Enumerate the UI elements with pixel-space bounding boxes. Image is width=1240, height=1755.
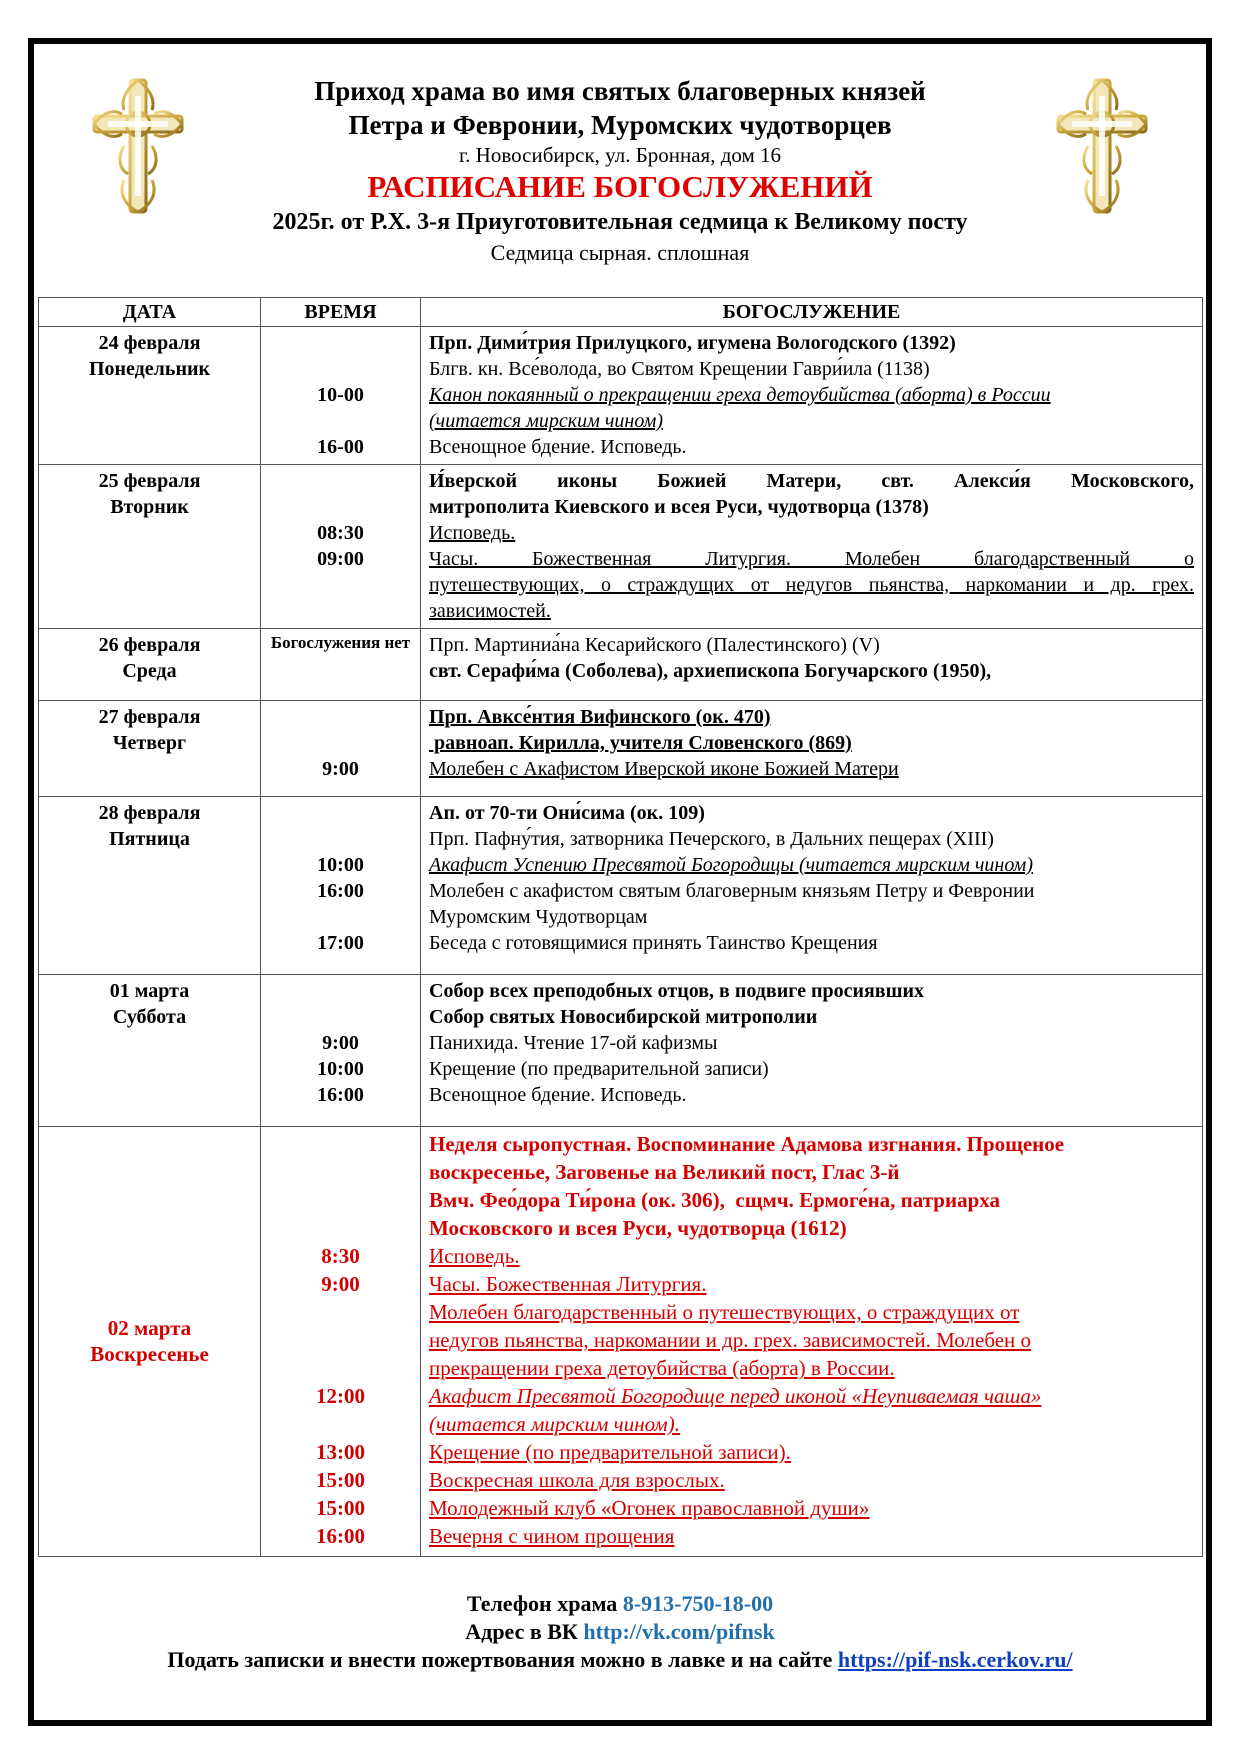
service-line: (читается мирским чином) <box>429 410 664 432</box>
service-line: Всенощное бдение. Исповедь. <box>429 1084 687 1106</box>
time-cell <box>261 701 421 797</box>
service-line: равноап. Кирилла, учителя Словенского (869) <box>429 732 852 754</box>
service-time: 10:00 <box>317 1058 364 1080</box>
day-weekday: Суббота <box>112 1006 187 1028</box>
day-weekday: Понедельник <box>88 358 211 380</box>
table-row <box>39 975 1203 1127</box>
service-line: Канон покаянный о прекращении греха детоубийства (аборта) в России <box>429 384 1051 406</box>
day-weekday: Вторник <box>110 496 189 518</box>
service-line: Молодежный клуб «Огонек православной души» <box>429 1496 870 1520</box>
table-row <box>39 465 1203 629</box>
service-time: 09:00 <box>317 548 364 570</box>
week-title: 2025г. от Р.Х. 3-я Приуготовительная седмица к Великому посту <box>272 209 968 235</box>
service-line: Панихида. Чтение 17-ой кафизмы <box>429 1032 718 1054</box>
service-cell <box>421 465 1203 629</box>
service-time: 16-00 <box>317 436 364 458</box>
service-time: 10:00 <box>317 854 364 876</box>
service-time <box>269 730 412 756</box>
parish-name-line1: Приход храма во имя святых благоверных князей <box>314 76 926 106</box>
vk-line <box>38 1618 1202 1646</box>
service-line: Прп. Дими́трия Прилуцкого, игумена Вологодского (1392) <box>429 332 956 354</box>
page-footer <box>38 1590 1202 1674</box>
service-time: 13:00 <box>316 1440 365 1464</box>
service-time: 8:30 <box>321 1244 360 1268</box>
date-cell <box>39 797 261 975</box>
site-link[interactable]: https://pif-nsk.cerkov.ru/ <box>837 1647 1073 1672</box>
service-line: Неделя сыропустная. Воспоминание Адамова изгнания. Прощеное <box>429 1132 1065 1156</box>
service-line: И́верской иконы Божией Матери, свт. Алекси́я Московского, <box>429 470 1194 492</box>
day-date: 02 марта <box>107 1316 192 1340</box>
table-row <box>39 629 1203 701</box>
service-time <box>269 1130 412 1158</box>
column-header-date: ДАТА <box>39 298 261 327</box>
table-header-row <box>39 298 1203 327</box>
service-line: Всенощное бдение. Исповедь. <box>429 436 687 458</box>
time-cell <box>261 465 421 629</box>
service-line: Вечерня с чином прощения <box>429 1524 675 1548</box>
table-row <box>39 701 1203 797</box>
service-time <box>269 800 412 826</box>
service-time: 9:00 <box>322 1032 359 1054</box>
table-row <box>39 1127 1203 1557</box>
service-cell <box>421 1127 1203 1557</box>
parish-name-line2: Петра и Февронии, Муромских чудотворцев <box>348 110 892 140</box>
service-time <box>269 1214 412 1242</box>
service-time: 16:00 <box>317 880 364 902</box>
service-cell <box>421 701 1203 797</box>
schedule-table <box>38 297 1203 1557</box>
service-line: прекращении греха детоубийства (аборта) в России. <box>429 1356 895 1380</box>
service-line: свт. Серафи́ма (Соболева), архиепископа Богучарского (1950), <box>429 660 992 682</box>
service-line: Собор всех преподобных отцов, в подвиге просиявших <box>429 980 925 1002</box>
service-time: 15:00 <box>316 1468 365 1492</box>
day-weekday: Воскресенье <box>90 1342 209 1366</box>
phone-number[interactable]: 8-913-750-18-00 <box>622 1591 774 1616</box>
donate-text: Подать записки и внести пожертвования можно в лавке и на сайте <box>167 1647 833 1672</box>
service-time: 16:00 <box>316 1524 365 1548</box>
table-row <box>39 797 1203 975</box>
time-cell <box>261 327 421 465</box>
service-line: Исповедь. <box>429 1244 520 1268</box>
service-time <box>269 1410 412 1438</box>
service-time <box>269 1158 412 1186</box>
date-cell <box>39 465 261 629</box>
column-header-time: ВРЕМЯ <box>261 298 421 327</box>
service-line: путешествующих, о страждущих от недугов пьянства, наркомании и др. грех. <box>429 574 1194 596</box>
date-cell <box>39 1127 261 1557</box>
service-line: Акафист Успению Пресвятой Богородицы (читается мирским чином) <box>429 854 1033 876</box>
service-time <box>269 1186 412 1214</box>
service-time: 12:00 <box>316 1384 365 1408</box>
orthodox-cross-icon <box>88 76 188 216</box>
vk-label: Адрес в ВК <box>465 1619 578 1644</box>
service-cell <box>421 975 1203 1127</box>
column-header-service: БОГОСЛУЖЕНИЕ <box>421 298 1203 327</box>
vk-link[interactable]: http://vk.com/pifnsk <box>583 1619 775 1644</box>
service-line: Муромским Чудотворцам <box>429 906 648 928</box>
service-line: Исповедь. <box>429 522 516 544</box>
service-cell <box>421 629 1203 701</box>
service-time <box>269 408 412 434</box>
service-line: (читается мирским чином). <box>429 1412 680 1436</box>
service-line: Блгв. кн. Все́волода, во Святом Крещении Гаври́ила (1138) <box>429 358 930 380</box>
day-date: 26 февраля <box>98 634 201 656</box>
service-time: 9:00 <box>322 758 359 780</box>
service-line: Часы. Божественная Литургия. Молебен благодарственный о <box>429 548 1194 570</box>
service-time <box>269 826 412 852</box>
orthodox-cross-icon <box>1052 76 1152 216</box>
service-time <box>269 330 412 356</box>
service-line: Московского и всея Руси, чудотворца (1612) <box>429 1216 847 1240</box>
donate-line <box>38 1646 1202 1674</box>
service-time <box>269 1004 412 1030</box>
day-weekday: Пятница <box>109 828 190 850</box>
no-service-cell: Богослужения нет <box>261 629 421 701</box>
service-time <box>269 1298 412 1326</box>
service-time <box>269 704 412 730</box>
table-row <box>39 327 1203 465</box>
date-cell <box>39 701 261 797</box>
service-line: Крещение (по предварительной записи) <box>429 1058 769 1080</box>
service-time <box>269 356 412 382</box>
service-time: 08:30 <box>317 522 364 544</box>
service-time: 16:00 <box>317 1084 364 1106</box>
day-weekday: Четверг <box>112 732 187 754</box>
day-date: 27 февраля <box>98 706 201 728</box>
day-weekday: Среда <box>122 660 177 682</box>
service-line: воскресенье, Заговенье на Великий пост, Глас 3-й <box>429 1160 900 1184</box>
service-time: 15:00 <box>316 1496 365 1520</box>
service-time <box>269 904 412 930</box>
day-date: 25 февраля <box>98 470 201 492</box>
service-cell <box>421 797 1203 975</box>
service-line: Прп. Авксе́нтия Вифинского (ок. 470) <box>429 706 771 728</box>
service-line: Вмч. Фео́дора Ти́рона (ок. 306), сщмч. Ермоге́на, патриарха <box>429 1188 1000 1212</box>
time-cell <box>261 797 421 975</box>
service-line: Молебен с Акафистом Иверской иконе Божией Матери <box>429 758 899 780</box>
service-line: Прп. Пафну́тия, затворника Печерского, в Дальних пещерах (XIII) <box>429 828 994 850</box>
service-time: 17:00 <box>317 932 364 954</box>
service-time: 9:00 <box>321 1272 360 1296</box>
service-time <box>269 1326 412 1354</box>
service-line: Беседа с готовящимися принять Таинство Крещения <box>429 932 878 954</box>
service-line: митрополита Киевского и всея Руси, чудотворца (1378) <box>429 496 929 518</box>
date-cell <box>39 629 261 701</box>
service-line: Крещение (по предварительной записи). <box>429 1440 791 1464</box>
day-date: 28 февраля <box>98 802 201 824</box>
page-header <box>180 74 1060 268</box>
time-cell <box>261 1127 421 1557</box>
time-cell <box>261 975 421 1127</box>
date-cell <box>39 975 261 1127</box>
service-line: Воскресная школа для взрослых. <box>429 1468 725 1492</box>
service-time <box>269 468 412 494</box>
page-title: РАСПИСАНИЕ БОГОСЛУЖЕНИЙ <box>367 169 873 204</box>
date-cell <box>39 327 261 465</box>
service-line: Собор святых Новосибирской митрополии <box>429 1006 818 1028</box>
service-line: Ап. от 70-ти Они́сима (ок. 109) <box>429 802 705 824</box>
phone-label: Телефон храма <box>466 1591 618 1616</box>
day-date: 24 февраля <box>98 332 201 354</box>
service-line: зависимостей. <box>429 600 551 622</box>
service-line: Молебен с акафистом святым благоверным князьям Петру и Февронии <box>429 880 1035 902</box>
service-line: недугов пьянства, наркомании и др. грех. зависимостей. Молебен о <box>429 1328 1032 1352</box>
phone-line <box>38 1590 1202 1618</box>
service-cell <box>421 327 1203 465</box>
service-time: 10-00 <box>317 384 364 406</box>
parish-address: г. Новосибирск, ул. Бронная, дом 16 <box>458 143 782 167</box>
service-time <box>269 1354 412 1382</box>
service-line: Акафист Пресвятой Богородице перед иконой «Неупиваемая чаша» <box>429 1384 1042 1408</box>
service-line: Прп. Мартиниа́на Кесарийского (Палестинского) (V) <box>429 634 880 656</box>
service-time <box>269 978 412 1004</box>
day-date: 01 марта <box>109 980 190 1002</box>
service-line: Молебен благодарственный о путешествующих, о страждущих от <box>429 1300 1020 1324</box>
service-line: Часы. Божественная Литургия. <box>429 1272 707 1296</box>
service-time <box>269 494 412 520</box>
week-subtitle: Седмица сырная. сплошная <box>490 240 750 265</box>
